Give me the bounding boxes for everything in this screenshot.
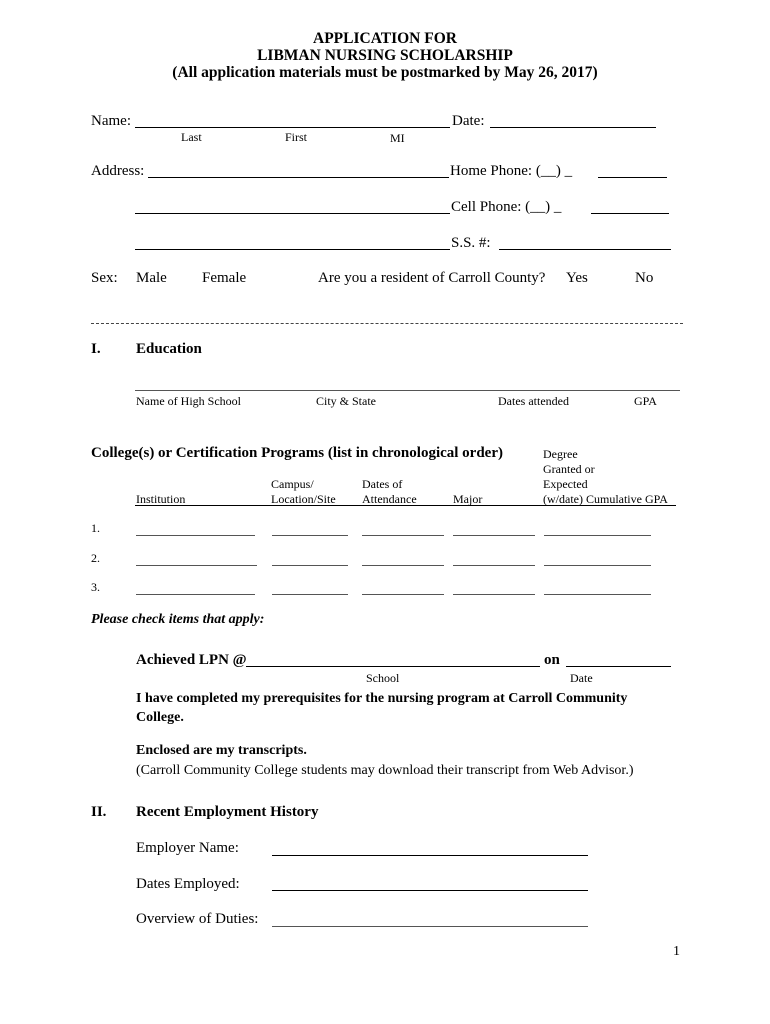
employment-heading: Recent Employment History <box>136 804 319 820</box>
row2-institution[interactable] <box>136 565 257 566</box>
degree-caption-4: (w/date) Cumulative GPA <box>543 492 668 506</box>
school-caption: School <box>366 671 400 685</box>
sex-option-male[interactable]: Male <box>136 270 167 286</box>
prereq-statement-line1: I have completed my prerequisites for the nursing program at Carroll Community <box>136 691 628 706</box>
education-heading: Education <box>136 341 202 357</box>
row2-major[interactable] <box>453 565 535 566</box>
high-school-field[interactable] <box>135 390 680 391</box>
campus-caption-2: Location/Site <box>271 492 336 506</box>
ss-field[interactable] <box>499 249 671 250</box>
transcripts-note: (Carroll Community College students may download their transcript from Web Advisor.) <box>136 763 634 778</box>
name-label: Name: <box>91 113 131 129</box>
row3-major[interactable] <box>453 594 535 595</box>
prereq-statement-line2: College. <box>136 710 184 725</box>
transcripts-statement: Enclosed are my transcripts. <box>136 743 307 758</box>
degree-caption-1: Degree <box>543 447 578 461</box>
gpa-caption: GPA <box>634 394 657 408</box>
row2-degree[interactable] <box>544 565 651 566</box>
row1-degree[interactable] <box>544 535 651 536</box>
degree-caption-3: Expected <box>543 477 588 491</box>
form-title-line1: APPLICATION FOR <box>313 30 457 47</box>
high-school-caption: Name of High School <box>136 394 241 408</box>
row1-institution[interactable] <box>136 535 255 536</box>
employer-name-label: Employer Name: <box>136 840 239 856</box>
deadline-note: (All application materials must be postmarked by May 26, 2017) <box>172 64 598 81</box>
row1-major[interactable] <box>453 535 535 536</box>
section-divider <box>91 323 683 324</box>
home-phone-label: Home Phone: (__) _ <box>450 163 573 179</box>
row2-campus[interactable] <box>272 565 348 566</box>
major-caption: Major <box>453 492 483 506</box>
first-name-caption: First <box>285 130 308 144</box>
college-row-number: 1. <box>91 521 100 535</box>
dates-employed-label: Dates Employed: <box>136 876 240 892</box>
resident-question: Are you a resident of Carroll County? <box>318 270 546 286</box>
address-line-2[interactable] <box>135 213 450 214</box>
page-number: 1 <box>673 944 680 959</box>
form-title-line2: LIBMAN NURSING SCHOLARSHIP <box>257 47 513 64</box>
address-line-1[interactable] <box>148 177 449 178</box>
date-field[interactable] <box>490 127 656 128</box>
duties-label: Overview of Duties: <box>136 911 259 927</box>
employer-name-field[interactable] <box>272 855 588 856</box>
lpn-school-field[interactable] <box>246 666 540 667</box>
row3-campus[interactable] <box>272 594 348 595</box>
institution-caption: Institution <box>136 492 186 506</box>
dates-of-caption-2: Attendance <box>362 492 417 506</box>
dates-attended-caption: Dates attended <box>498 394 569 408</box>
check-items-heading: Please check items that apply: <box>91 612 265 627</box>
section-ii-numeral: II. <box>91 804 107 820</box>
campus-caption-1: Campus/ <box>271 477 314 491</box>
last-name-caption: Last <box>181 130 202 144</box>
lpn-date-field[interactable] <box>566 666 671 667</box>
name-field[interactable] <box>135 127 450 128</box>
row1-campus[interactable] <box>272 535 348 536</box>
resident-no[interactable]: No <box>635 270 654 286</box>
row1-dates[interactable] <box>362 535 444 536</box>
sex-option-female[interactable]: Female <box>202 270 247 286</box>
date-label: Date: <box>452 113 485 129</box>
lpn-label: Achieved LPN @ <box>136 652 247 668</box>
home-phone-field[interactable] <box>598 177 667 178</box>
row3-degree[interactable] <box>544 594 651 595</box>
address-line-3[interactable] <box>135 249 450 250</box>
row3-dates[interactable] <box>362 594 444 595</box>
dates-of-caption-1: Dates of <box>362 477 403 491</box>
date-caption: Date <box>570 671 593 685</box>
lpn-on-label: on <box>544 652 560 668</box>
college-row-number: 3. <box>91 580 100 594</box>
address-label: Address: <box>91 163 145 179</box>
resident-yes[interactable]: Yes <box>566 270 588 286</box>
row3-institution[interactable] <box>136 594 255 595</box>
college-header-rule <box>135 505 676 506</box>
section-i-numeral: I. <box>91 341 101 357</box>
cell-phone-label: Cell Phone: (__) _ <box>451 199 562 215</box>
college-heading: College(s) or Certification Programs (list in chronological order) <box>91 445 503 461</box>
degree-caption-2: Granted or <box>543 462 595 476</box>
sex-label: Sex: <box>91 270 118 286</box>
ss-label: S.S. #: <box>451 235 491 251</box>
middle-initial-caption: MI <box>390 131 405 145</box>
duties-field[interactable] <box>272 926 588 927</box>
row2-dates[interactable] <box>362 565 444 566</box>
dates-employed-field[interactable] <box>272 890 588 891</box>
cell-phone-field[interactable] <box>591 213 669 214</box>
college-row-number: 2. <box>91 551 100 565</box>
city-state-caption: City & State <box>316 394 376 408</box>
